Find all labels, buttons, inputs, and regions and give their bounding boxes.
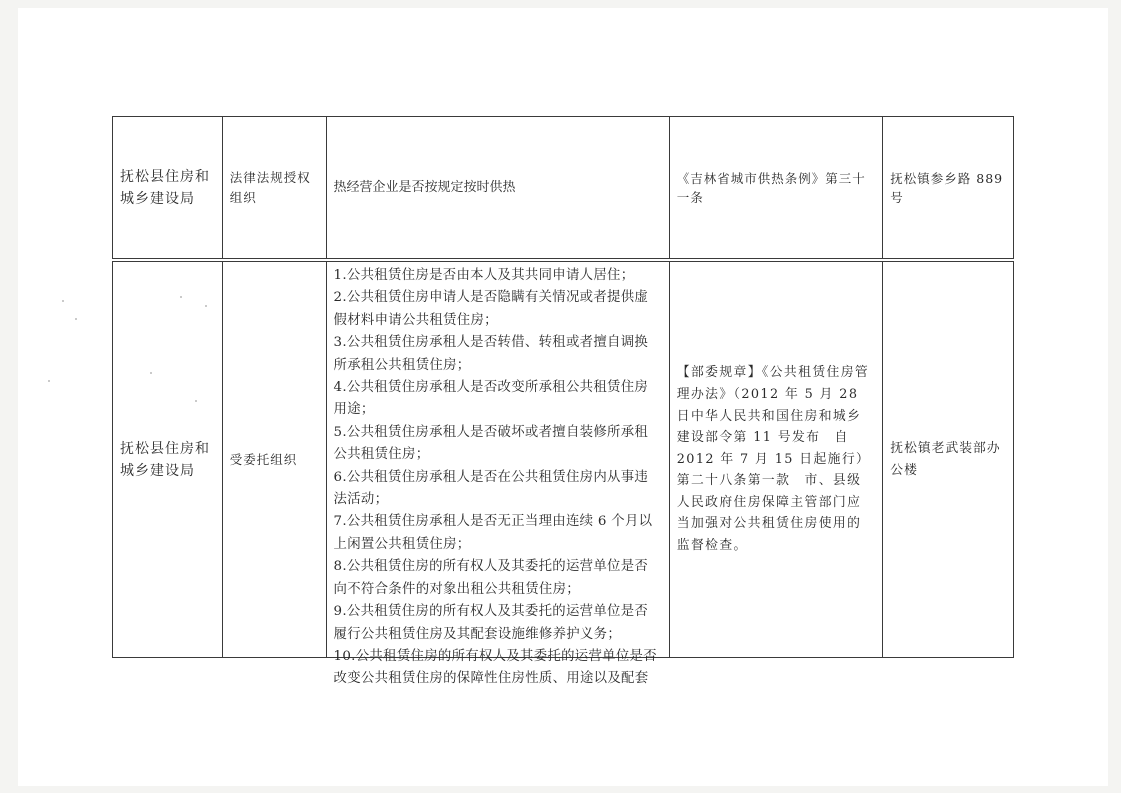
address-cell	[883, 262, 1013, 657]
check-item: 3.公共租赁住房承租人是否转借、转租或者擅自调换所承租公共租赁住房；	[333, 335, 649, 373]
basis-text: 【部委规章】《公共租赁住房管理办法》（2012 年 5 月 28 日中华人民共和国住房和城乡建设部令第 11 号发布 自 2012 年 7 月 15 日起施行）第二十八条第一款 市、县级人民政府住房保障主管部门应当加强对公共租赁住房使用的监督检查。	[676, 365, 871, 554]
authority-cell	[223, 262, 327, 657]
check-item: 6.公共租赁住房承租人是否在公共租赁住房内从事违法活动；	[333, 469, 649, 508]
department-cell	[113, 117, 223, 258]
table-row	[112, 261, 1014, 687]
check-item: 8.公共租赁住房的所有权人及其委托的运营单位是否向不符合条件的对象出租公共租赁住房；	[333, 559, 649, 597]
scan-speck	[195, 400, 197, 402]
address-text: 抚松镇参乡路 889 号	[890, 170, 1004, 205]
content-cell	[327, 117, 670, 258]
content-text: 热经营企业是否按规定按时供热	[333, 180, 516, 195]
basis-cell	[670, 117, 884, 258]
scan-speck	[48, 380, 50, 382]
check-item: 2.公共租赁住房申请人是否隐瞒有关情况或者提供虚假材料申请公共租赁住房；	[333, 290, 649, 328]
scan-speck	[180, 296, 182, 298]
scan-speck	[75, 318, 77, 320]
check-item: 5.公共租赁住房承租人是否破坏或者擅自装修所承租公共租赁住房；	[333, 424, 649, 463]
check-item: 1.公共租赁住房是否由本人及其共同申请人居住；	[333, 268, 635, 283]
check-item: 10.公共租赁住房的所有权人及其委托的运营单位是否改变公共租赁住房的保障性住房性质、用途以及配套	[333, 648, 657, 687]
address-cell	[883, 117, 1013, 258]
content-cell	[327, 262, 670, 687]
scan-speck	[150, 372, 152, 374]
check-item: 7.公共租赁住房承租人是否无正当理由连续 6 个月以上闲置公共租赁住房；	[333, 514, 653, 552]
authority-text: 法律法规授权组织	[229, 169, 311, 205]
address-text: 抚松镇老武装部办公楼	[890, 440, 1001, 478]
scan-speck	[62, 300, 64, 302]
department-text: 抚松县住房和城乡建设局	[120, 440, 210, 479]
basis-text: 《吉林省城市供热条例》第三十一条	[676, 170, 866, 205]
scan-speck	[205, 305, 207, 307]
department-text: 抚松县住房和城乡建设局	[120, 168, 210, 207]
basis-cell	[670, 262, 884, 657]
check-item-list	[334, 265, 662, 691]
department-cell	[113, 262, 223, 657]
authority-text: 受委托组织	[229, 451, 298, 467]
check-item: 4.公共租赁住房承租人是否改变所承租公共租赁住房用途；	[333, 380, 649, 418]
check-item: 9.公共租赁住房的所有权人及其委托的运营单位是否履行公共租赁住房及其配套设施维修养护义务；	[333, 604, 649, 642]
table-row	[112, 116, 1014, 259]
authority-cell	[223, 117, 327, 258]
